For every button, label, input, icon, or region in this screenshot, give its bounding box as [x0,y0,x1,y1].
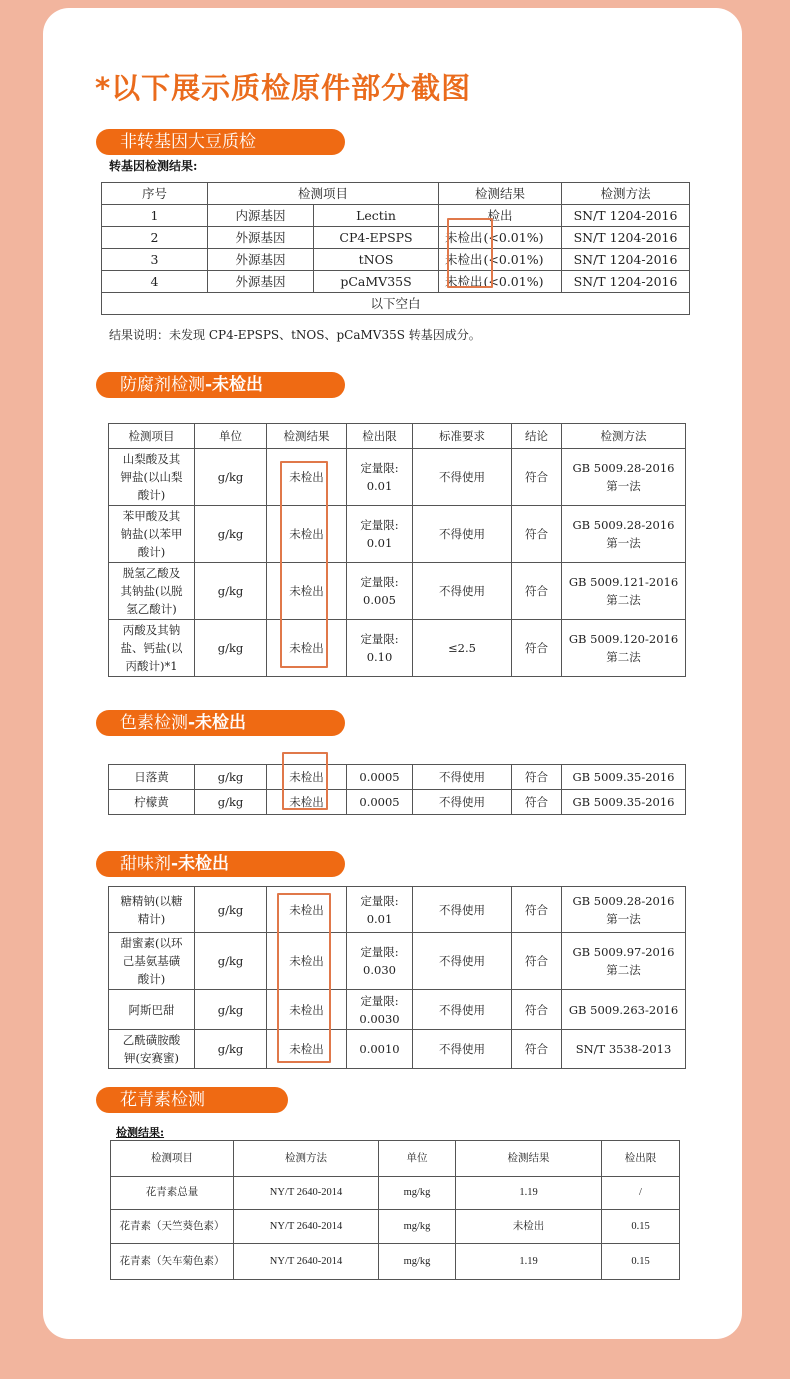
cell-verdict: 符合 [512,620,562,677]
section-pill-preservative-label: 防腐剂检测 [120,375,205,395]
cell-result: 未检出 [267,765,347,790]
cell-item: 日落黄 [109,765,195,790]
cell-limit: 定量限: 0.005 [347,563,413,620]
highlight-box [280,461,328,668]
cell-result: 1.19 [456,1244,602,1280]
anthocyanin-caption: 检测结果: [116,1126,165,1139]
cell-result: 未检出 [456,1210,602,1244]
table-header-row [109,424,686,449]
cell-unit: g/kg [195,563,267,620]
cell-unit: mg/kg [379,1244,456,1280]
section-pill-sweetener-status: -未检出 [171,854,230,874]
page-title: *以下展示质检原件部分截图 [95,71,472,105]
cell-item: 山梨酸及其 钾盐(以山梨 酸计) [109,449,195,506]
table-footer-row [102,293,690,315]
cell-type: 内源基因 [208,205,314,227]
cell-method: GB 5009.28-2016 第一法 [562,449,686,506]
cell-item: 糖精钠(以糖 精计) [109,887,195,933]
cell-unit: g/kg [195,620,267,677]
cell-unit: g/kg [195,990,267,1030]
section-pill-sweetener [96,851,345,877]
highlight-box [447,218,493,288]
header-cell: 检测项目 [208,183,439,205]
cell-item: 脱氢乙酸及 其钠盐(以脱 氢乙酸计) [109,563,195,620]
cell-result: 未检出 [267,506,347,563]
cell-requirement: 不得使用 [413,506,512,563]
table-row [102,205,690,227]
cell-unit: g/kg [195,449,267,506]
pigment-table [108,764,686,815]
cell-requirement: 不得使用 [413,790,512,815]
cell-limit: 定量限: 0.01 [347,506,413,563]
table-row [109,506,686,563]
table-row [109,933,686,990]
section-pill-gmo-label: 非转基因大豆质检 [120,132,256,152]
cell-method: NY/T 2640-2014 [234,1210,379,1244]
cell-method: GB 5009.28-2016 第一法 [562,506,686,563]
header-cell: 序号 [102,183,208,205]
cell-no: 1 [102,205,208,227]
cell-result: 1.19 [456,1177,602,1210]
table-header-row [102,183,690,205]
cell-result-limit: (<0.01%) [483,227,562,249]
gmo-caption: 转基因检测结果: [109,159,198,173]
section-pill-anthocyanin [96,1087,288,1113]
cell-unit: g/kg [195,765,267,790]
table-row [109,449,686,506]
cell-requirement: 不得使用 [413,990,512,1030]
cell-requirement: 不得使用 [413,449,512,506]
cell-result: 未检出 [267,887,347,933]
cell-limit: 定量限: 0.01 [347,887,413,933]
cell-no: 2 [102,227,208,249]
cell-method: GB 5009.97-2016 第二法 [562,933,686,990]
header-cell: 检测方法 [562,424,686,449]
header-cell: 检测结果 [267,424,347,449]
table-row [102,249,690,271]
cell-method: GB 5009.121-2016 第二法 [562,563,686,620]
header-cell: 标准要求 [413,424,512,449]
cell-type: 外源基因 [208,271,314,293]
table-row [111,1177,680,1210]
section-pill-sweetener-label: 甜味剂 [120,854,171,874]
gmo-conclusion: 结果说明：未发现 CP4-EPSPS、tNOS、pCaMV35S 转基因成分。 [109,328,481,342]
cell-item: tNOS [314,249,439,271]
cell-method: GB 5009.28-2016 第一法 [562,887,686,933]
cell-requirement: 不得使用 [413,563,512,620]
cell-result: 未检出 [267,933,347,990]
cell-verdict: 符合 [512,563,562,620]
cell-verdict: 符合 [512,506,562,563]
report-card [43,8,742,1339]
cell-item: 花青素（天竺葵色素） [111,1210,234,1244]
cell-item: Lectin [314,205,439,227]
cell-item: 柠檬黄 [109,790,195,815]
cell-item: 花青素总量 [111,1177,234,1210]
cell-result: 未检出 [267,449,347,506]
cell-item: pCaMV35S [314,271,439,293]
table-row [102,271,690,293]
cell-limit: 0.15 [602,1244,680,1280]
highlight-box [282,752,328,810]
preservative-table [108,423,686,677]
header-cell: 检测方法 [234,1141,379,1177]
cell-limit: 定量限: 0.030 [347,933,413,990]
cell-unit: mg/kg [379,1177,456,1210]
cell-result: 未检出 [267,563,347,620]
cell-verdict: 符合 [512,449,562,506]
cell-limit: 定量限: 0.01 [347,449,413,506]
cell-method: GB 5009.35-2016 [562,790,686,815]
header-cell: 检测项目 [109,424,195,449]
table-header-row [111,1141,680,1177]
anthocyanin-table [110,1140,680,1280]
section-pill-pigment-label: 色素检测 [120,713,188,733]
cell-unit: g/kg [195,506,267,563]
cell-method: GB 5009.263-2016 [562,990,686,1030]
cell-limit: 定量限: 0.0030 [347,990,413,1030]
cell-requirement: ≤2.5 [413,620,512,677]
table-row [109,790,686,815]
cell-result-value: 未检出 [439,249,483,271]
cell-limit: 0.0005 [347,765,413,790]
cell-result: 未检出 [267,620,347,677]
cell-requirement: 不得使用 [413,765,512,790]
header-cell: 单位 [195,424,267,449]
cell-method: GB 5009.35-2016 [562,765,686,790]
cell-verdict: 符合 [512,933,562,990]
table-row [102,227,690,249]
cell-method: SN/T 1204-2016 [562,205,690,227]
highlight-box [277,893,331,1063]
cell-method: SN/T 1204-2016 [562,249,690,271]
cell-no: 4 [102,271,208,293]
table-row [109,563,686,620]
cell-blank-note: 以下空白 [102,293,690,315]
cell-verdict: 符合 [512,765,562,790]
section-pill-gmo [96,129,345,155]
section-pill-pigment [96,710,345,736]
cell-item: 乙酰磺胺酸 钾(安赛蜜) [109,1030,195,1069]
header-cell: 检测结果 [456,1141,602,1177]
cell-result: 未检出 [267,790,347,815]
cell-unit: g/kg [195,790,267,815]
cell-requirement: 不得使用 [413,887,512,933]
header-cell: 检出限 [347,424,413,449]
cell-no: 3 [102,249,208,271]
table-row [109,990,686,1030]
cell-method: SN/T 3538-2013 [562,1030,686,1069]
table-row [109,887,686,933]
cell-item: 甜蜜素(以环 己基氨基磺 酸计) [109,933,195,990]
section-pill-preservative-status: -未检出 [205,375,264,395]
header-cell: 检测结果 [439,183,562,205]
table-row [111,1244,680,1280]
table-row [109,1030,686,1069]
cell-result: 未检出 [267,1030,347,1069]
cell-verdict: 符合 [512,990,562,1030]
cell-requirement: 不得使用 [413,933,512,990]
cell-result: 未检出 [267,990,347,1030]
cell-method: SN/T 1204-2016 [562,271,690,293]
cell-item: 花青素（矢车菊色素） [111,1244,234,1280]
cell-type: 外源基因 [208,227,314,249]
header-cell: 结论 [512,424,562,449]
section-pill-anthocyanin-label: 花青素检测 [120,1090,205,1110]
table-row [111,1210,680,1244]
cell-item: 丙酸及其钠 盐、钙盐(以 丙酸计)*1 [109,620,195,677]
header-cell: 检测方法 [562,183,690,205]
cell-result-limit: (<0.01%) [483,249,562,271]
section-pill-pigment-status: -未检出 [188,713,247,733]
cell-method: SN/T 1204-2016 [562,227,690,249]
cell-unit: g/kg [195,933,267,990]
cell-result-value: 检出 [487,207,513,223]
cell-unit: mg/kg [379,1210,456,1244]
cell-requirement: 不得使用 [413,1030,512,1069]
cell-type: 外源基因 [208,249,314,271]
cell-item: 阿斯巴甜 [109,990,195,1030]
cell-result-value: 未检出 [439,227,483,249]
cell-method: NY/T 2640-2014 [234,1177,379,1210]
cell-unit: g/kg [195,887,267,933]
cell-limit: 定量限: 0.10 [347,620,413,677]
cell-verdict: 符合 [512,887,562,933]
cell-unit: g/kg [195,1030,267,1069]
cell-result-value: 未检出 [439,271,483,293]
cell-limit: 0.0005 [347,790,413,815]
cell-verdict: 符合 [512,790,562,815]
cell-result-limit: (<0.01%) [483,271,562,293]
cell-method: GB 5009.120-2016 第二法 [562,620,686,677]
cell-limit: 0.0010 [347,1030,413,1069]
cell-limit: / [602,1177,680,1210]
header-cell: 检出限 [602,1141,680,1177]
sweetener-table [108,886,686,1069]
header-cell: 检测项目 [111,1141,234,1177]
cell-method: NY/T 2640-2014 [234,1244,379,1280]
section-pill-preservative [96,372,345,398]
header-cell: 单位 [379,1141,456,1177]
table-row [109,765,686,790]
gmo-table [101,182,690,315]
cell-item: CP4-EPSPS [314,227,439,249]
cell-verdict: 符合 [512,1030,562,1069]
table-row [109,620,686,677]
cell-item: 苯甲酸及其 钠盐(以苯甲 酸计) [109,506,195,563]
cell-limit: 0.15 [602,1210,680,1244]
